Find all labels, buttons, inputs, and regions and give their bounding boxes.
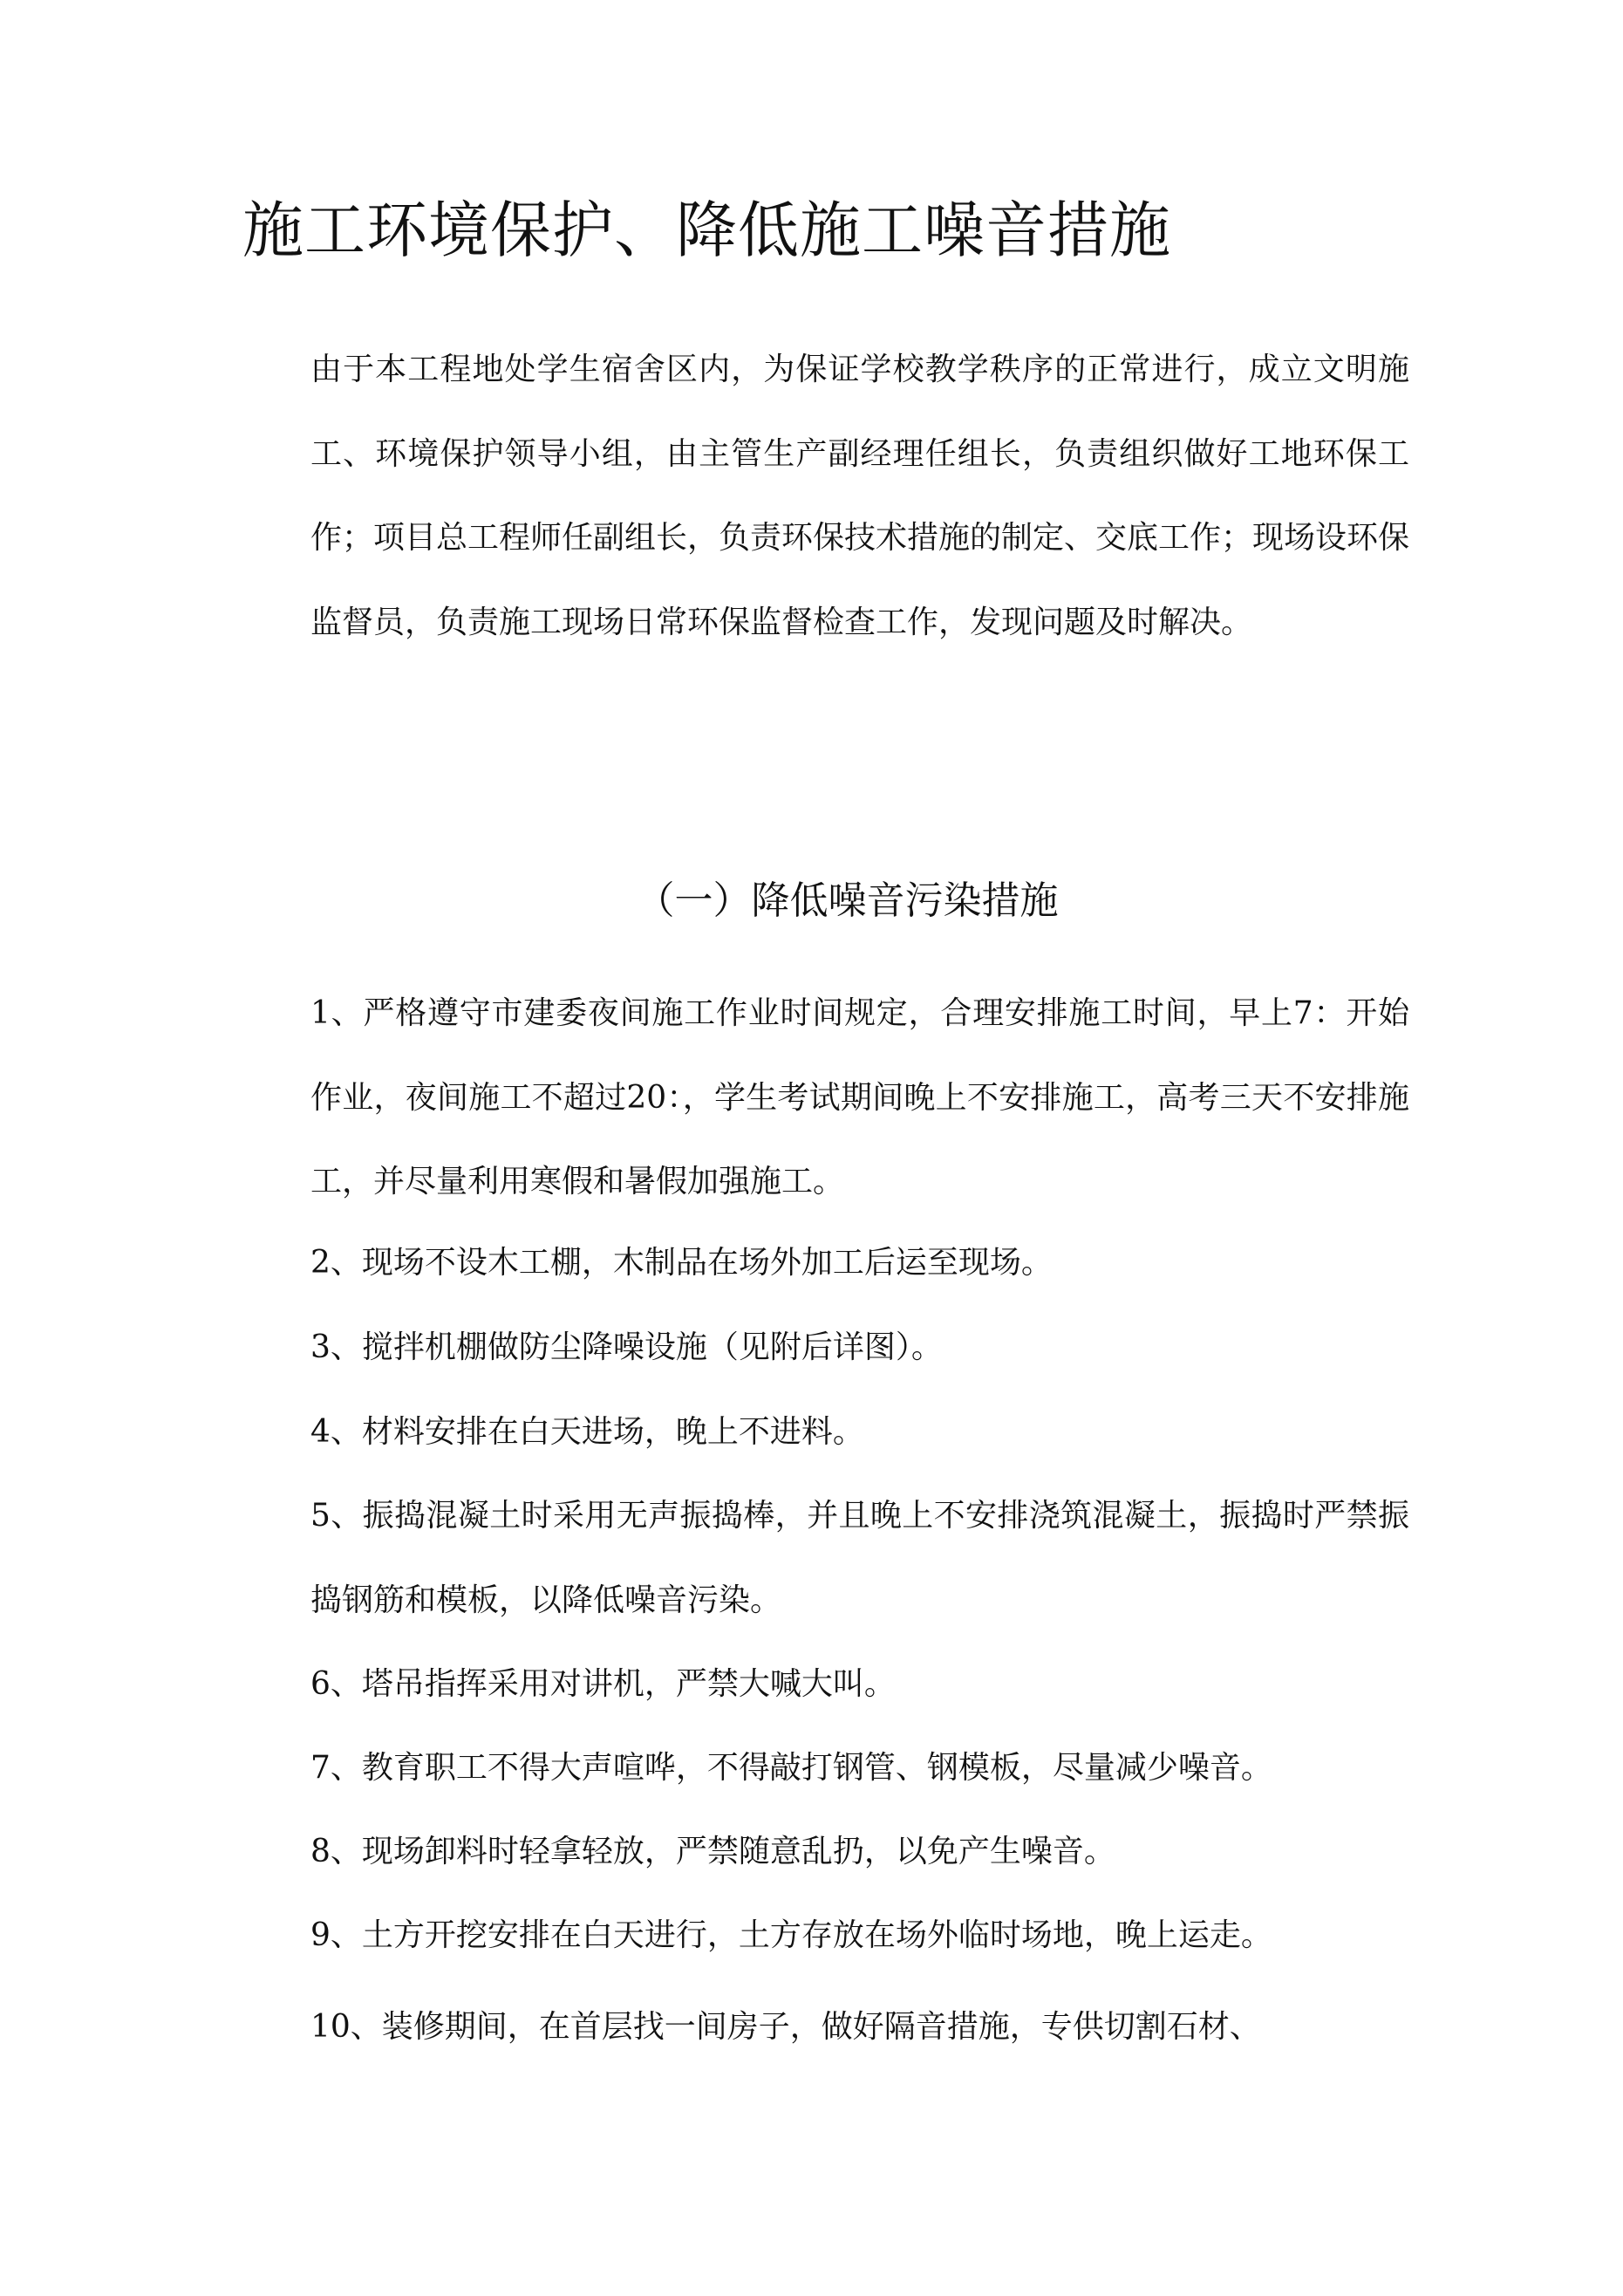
measure-item-5: 5、振捣混凝土时采用无声振捣棒，并且晚上不安排浇筑混凝土，振捣时严禁振捣钢筋和模板，以降低噪音污染。 [310,1498,1409,1618]
measure-item-8: 8、现场卸料时轻拿轻放，严禁随意乱扔，以免产生噪音。 [310,1834,1115,1869]
measure-item-3: 3、搅拌机棚做防尘降噪设施（见附后详图）。 [310,1329,943,1365]
measure-item-6: 6、塔吊指挥采用对讲机，严禁大喊大叫。 [310,1666,896,1702]
intro-paragraph: 由于本工程地处学生宿舍区内，为保证学校教学秩序的正常进行，成立文明施工、环境保护领导小组，由主管生产副经理任组长，负责组织做好工地环保工作；项目总工程师任副组长，负责环保技术措施的制定、交底工作；现场设环保监督员，负责施工现场日常环保监督检查工作，发现问题及时解决。 [310,352,1410,640]
measure-item-2: 2、现场不设木工棚，木制品在场外加工后运至现场。 [310,1245,1053,1281]
measure-item-10: 10、装修期间，在首层找一间房子，做好隔音措施，专供切割石材、 [310,2009,1261,2045]
document-title: 施工环境保护、降低施工噪音措施 [242,195,1171,266]
measure-item-9: 9、土方开挖安排在白天进行，土方存放在场外临时场地，晚上运走。 [310,1917,1272,1953]
measure-item-1: 1、严格遵守市建委夜间施工作业时间规定，合理安排施工时间，早上7：开始作业，夜间施工不超过20：，学生考试期间晚上不安排施工，高考三天不安排施工，并尽量利用寒假和暑假加强施工。 [310,995,1409,1199]
section-heading [0,871,1623,932]
section-heading-text: （一）降低噪音污染措施 [636,878,1059,923]
measure-item-7: 7、教育职工不得大声喧哗，不得敲打钢管、钢模板，尽量减少噪音。 [310,1750,1272,1786]
measure-item-4: 4、材料安排在白天进场，晚上不进料。 [310,1414,864,1450]
